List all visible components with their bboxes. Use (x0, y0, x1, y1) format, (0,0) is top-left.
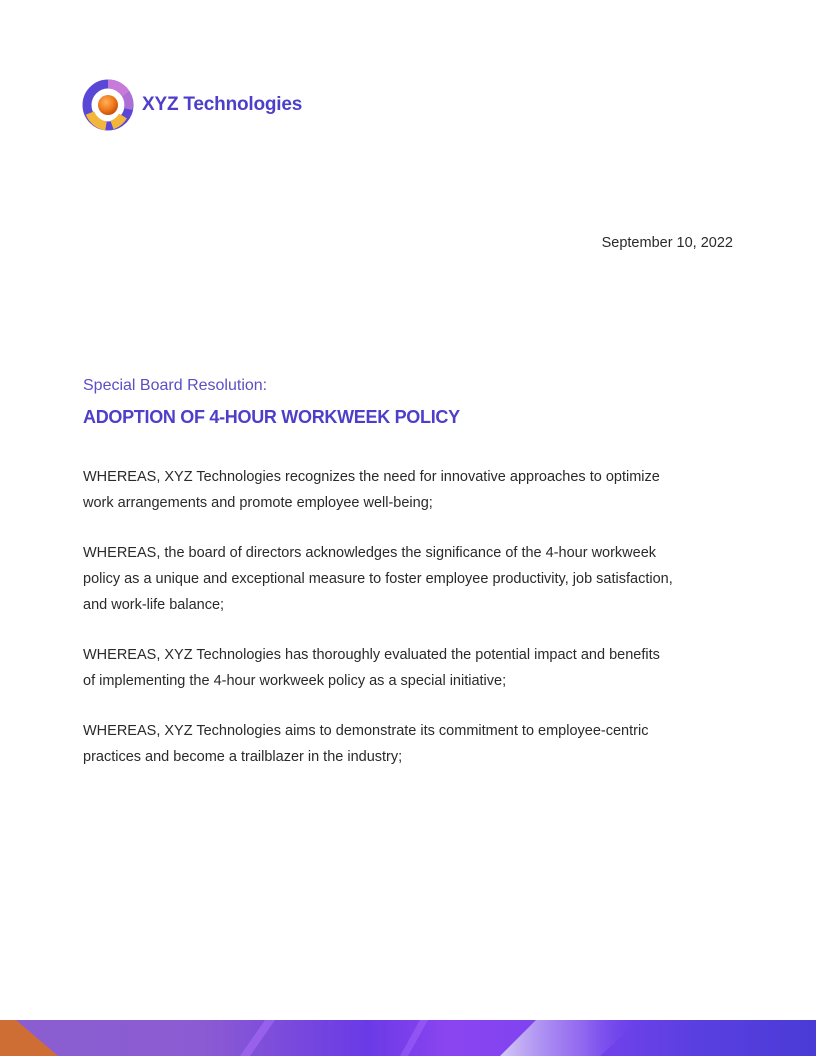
document-date: September 10, 2022 (601, 235, 733, 251)
whereas-paragraph (83, 540, 743, 618)
paragraph-line: of implementing the 4-hour workweek policy as a special initiative; (83, 673, 507, 689)
whereas-paragraph (83, 718, 743, 770)
orange-corner-shape (0, 1020, 58, 1056)
footer-band-shapes (0, 1020, 816, 1056)
whereas-paragraph (83, 464, 743, 516)
paragraph-line: practices and become a trailblazer in the industry; (83, 749, 403, 765)
resolution-subtitle: Special Board Resolution: (83, 377, 268, 394)
paragraph-line: policy as a unique and exceptional measure to foster employee productivity, job satisfaction, (83, 571, 673, 587)
company-name: XYZ Technologies (142, 94, 303, 115)
paragraph-line: WHEREAS, the board of directors acknowledges the significance of the 4-hour workweek (83, 545, 657, 561)
paragraph-line: work arrangements and promote employee well-being; (83, 495, 433, 511)
thin-streak-shape (400, 1020, 428, 1056)
thin-streak-shape (240, 1020, 275, 1056)
resolution-title: ADOPTION OF 4-HOUR WORKWEEK POLICY (83, 407, 460, 427)
paragraph-line: WHEREAS, XYZ Technologies aims to demonstrate its commitment to employee-centric (83, 723, 649, 739)
paragraph-line: WHEREAS, XYZ Technologies recognizes the need for innovative approaches to optimize (83, 469, 660, 485)
company-logo (82, 79, 302, 131)
paragraph-line: and work-life balance; (83, 597, 225, 613)
light-streak-shape (500, 1020, 640, 1056)
ring-orb-logo-icon (82, 79, 134, 131)
resolution-body (83, 464, 743, 794)
paragraph-line: WHEREAS, XYZ Technologies has thoroughly evaluated the potential impact and benefits (83, 647, 660, 663)
whereas-paragraph (83, 642, 743, 694)
footer-decorative-band (0, 1020, 816, 1056)
